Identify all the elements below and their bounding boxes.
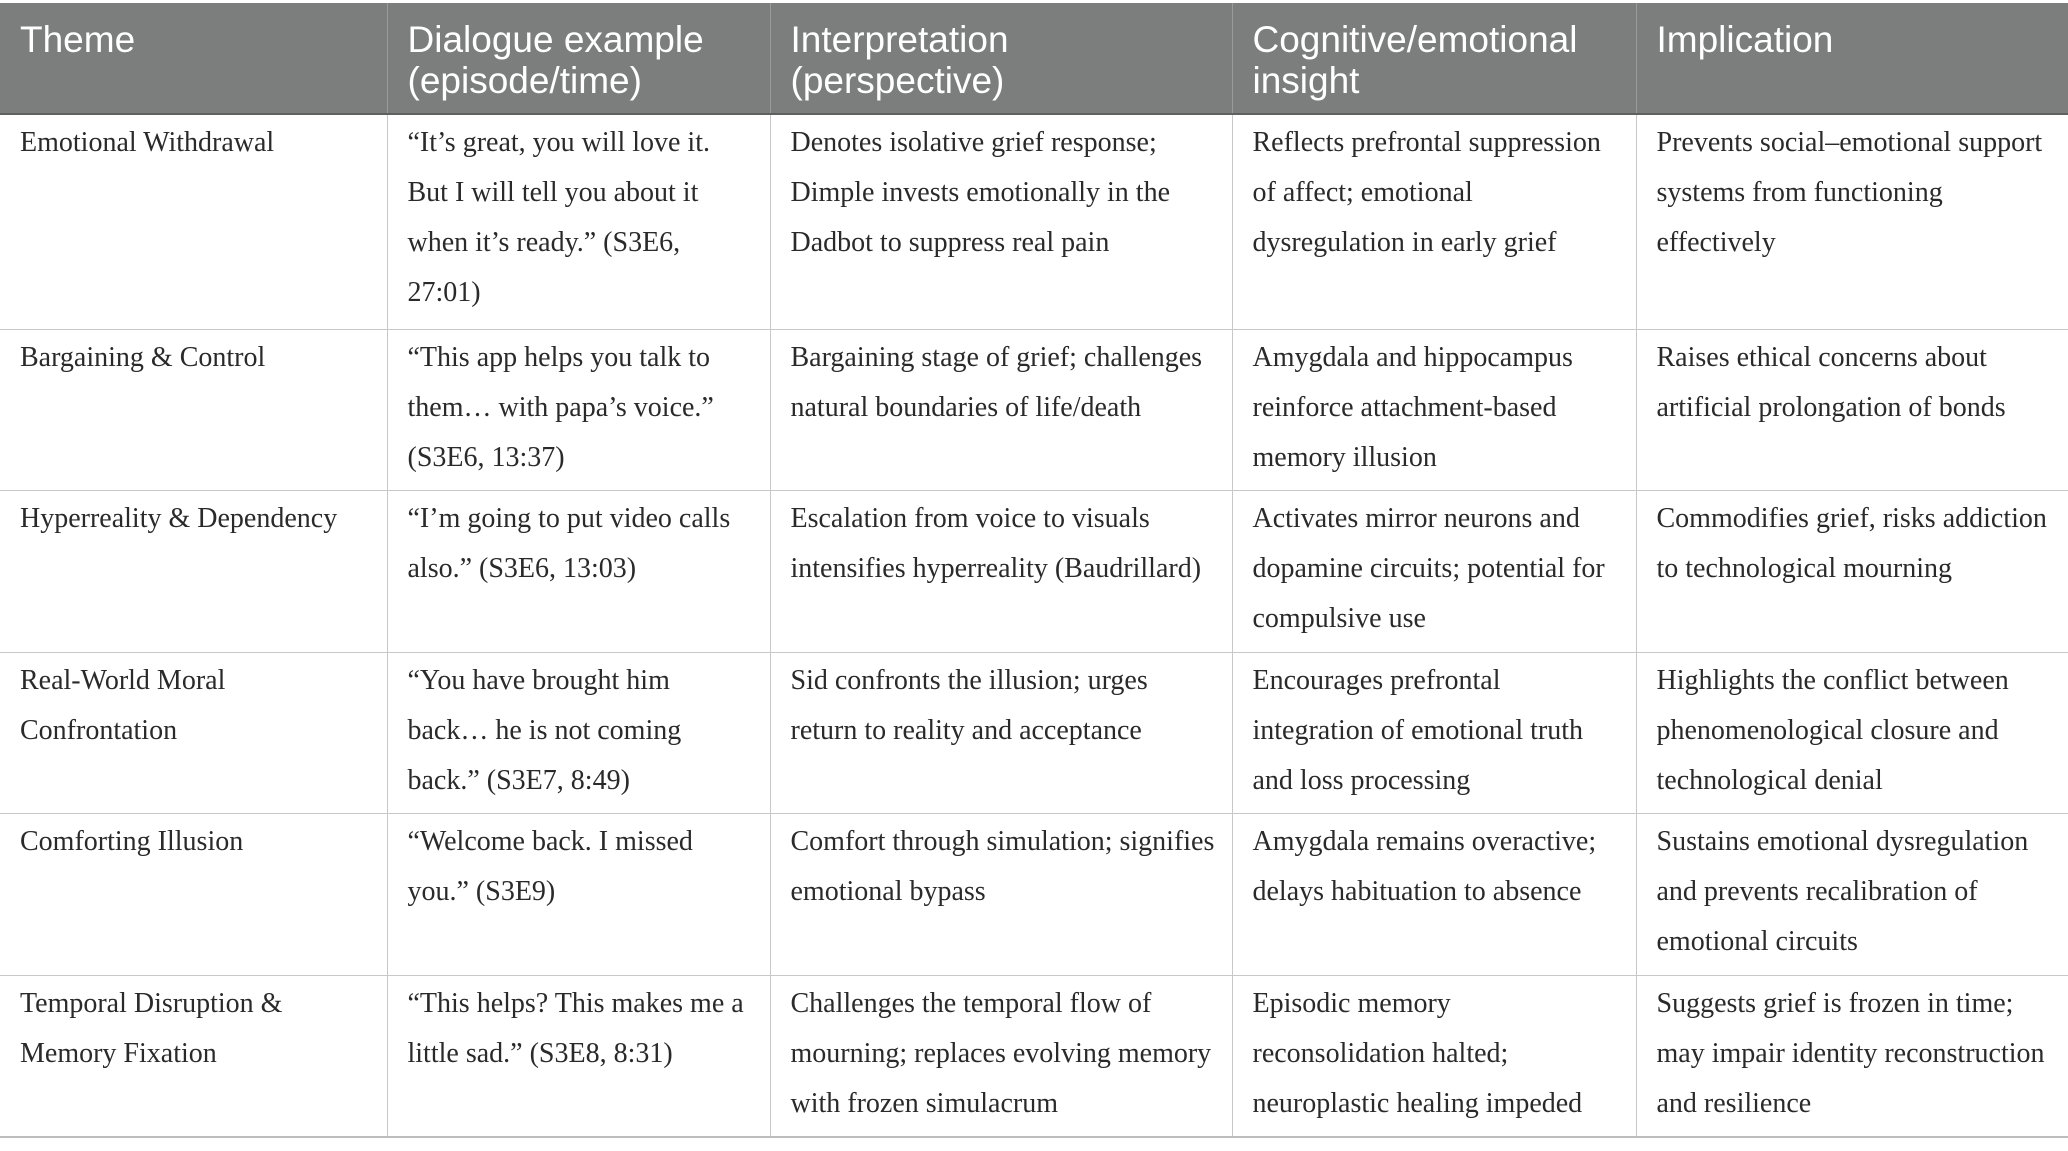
header-dialogue-example: Dialogue example (episode/time) xyxy=(387,3,770,114)
cell-insight: Activates mirror neurons and dopamine circuits; potential for compulsive use xyxy=(1232,490,1636,652)
cell-interpretation: Denotes isolative grief response; Dimple invests emotionally in the Dadbot to suppress real pain xyxy=(770,114,1232,329)
cell-dialogue: “This helps? This makes me a little sad.” (S3E8, 8:31) xyxy=(387,975,770,1137)
header-row xyxy=(0,3,2068,114)
cell-insight: Reflects prefrontal suppression of affect; emotional dysregulation in early grief xyxy=(1232,114,1636,329)
table-header xyxy=(0,3,2068,114)
cell-theme: Emotional Withdrawal xyxy=(0,114,387,329)
cell-theme: Hyperreality & Dependency xyxy=(0,490,387,652)
cell-implication: Suggests grief is frozen in time; may impair identity reconstruction and resilience xyxy=(1636,975,2068,1137)
header-implication: Implication xyxy=(1636,3,2068,114)
cell-interpretation: Sid confronts the illusion; urges return to reality and acceptance xyxy=(770,652,1232,813)
cell-dialogue: “I’m going to put video calls also.” (S3E6, 13:03) xyxy=(387,490,770,652)
cell-interpretation: Challenges the temporal flow of mourning; replaces evolving memory with frozen simulacrum xyxy=(770,975,1232,1137)
cell-interpretation: Escalation from voice to visuals intensifies hyperreality (Baudrillard) xyxy=(770,490,1232,652)
header-cognitive-insight: Cognitive/emotional insight xyxy=(1232,3,1636,114)
cell-dialogue: “This app helps you talk to them… with papa’s voice.” (S3E6, 13:37) xyxy=(387,329,770,490)
table-container xyxy=(0,3,2068,1138)
cell-insight: Episodic memory reconsolidation halted; neuroplastic healing impeded xyxy=(1232,975,1636,1137)
cell-theme: Temporal Disruption & Memory Fixation xyxy=(0,975,387,1137)
cell-implication: Commodifies grief, risks addiction to technological mourning xyxy=(1636,490,2068,652)
table-row xyxy=(0,813,2068,975)
cell-insight: Amygdala remains overactive; delays habituation to absence xyxy=(1232,813,1636,975)
cell-theme: Comforting Illusion xyxy=(0,813,387,975)
table-row xyxy=(0,652,2068,813)
cell-dialogue: “You have brought him back… he is not coming back.” (S3E7, 8:49) xyxy=(387,652,770,813)
cell-implication: Highlights the conflict between phenomenological closure and technological denial xyxy=(1636,652,2068,813)
cell-theme: Real-World Moral Confrontation xyxy=(0,652,387,813)
cell-interpretation: Bargaining stage of grief; challenges natural boundaries of life/death xyxy=(770,329,1232,490)
table-row xyxy=(0,329,2068,490)
table-body xyxy=(0,114,2068,1137)
cell-theme: Bargaining & Control xyxy=(0,329,387,490)
cell-implication: Raises ethical concerns about artificial prolongation of bonds xyxy=(1636,329,2068,490)
cell-implication: Prevents social–emotional support systems from functioning effectively xyxy=(1636,114,2068,329)
header-theme: Theme xyxy=(0,3,387,114)
table-row xyxy=(0,975,2068,1137)
cell-insight: Encourages prefrontal integration of emotional truth and loss processing xyxy=(1232,652,1636,813)
cell-dialogue: “It’s great, you will love it. But I will tell you about it when it’s ready.” (S3E6, 27:01) xyxy=(387,114,770,329)
cell-dialogue: “Welcome back. I missed you.” (S3E9) xyxy=(387,813,770,975)
cell-interpretation: Comfort through simulation; signifies emotional bypass xyxy=(770,813,1232,975)
cell-insight: Amygdala and hippocampus reinforce attachment-based memory illusion xyxy=(1232,329,1636,490)
table-row xyxy=(0,490,2068,652)
header-interpretation: Interpretation (perspective) xyxy=(770,3,1232,114)
table-row xyxy=(0,114,2068,329)
cell-implication: Sustains emotional dysregulation and prevents recalibration of emotional circuits xyxy=(1636,813,2068,975)
themes-table xyxy=(0,3,2068,1138)
